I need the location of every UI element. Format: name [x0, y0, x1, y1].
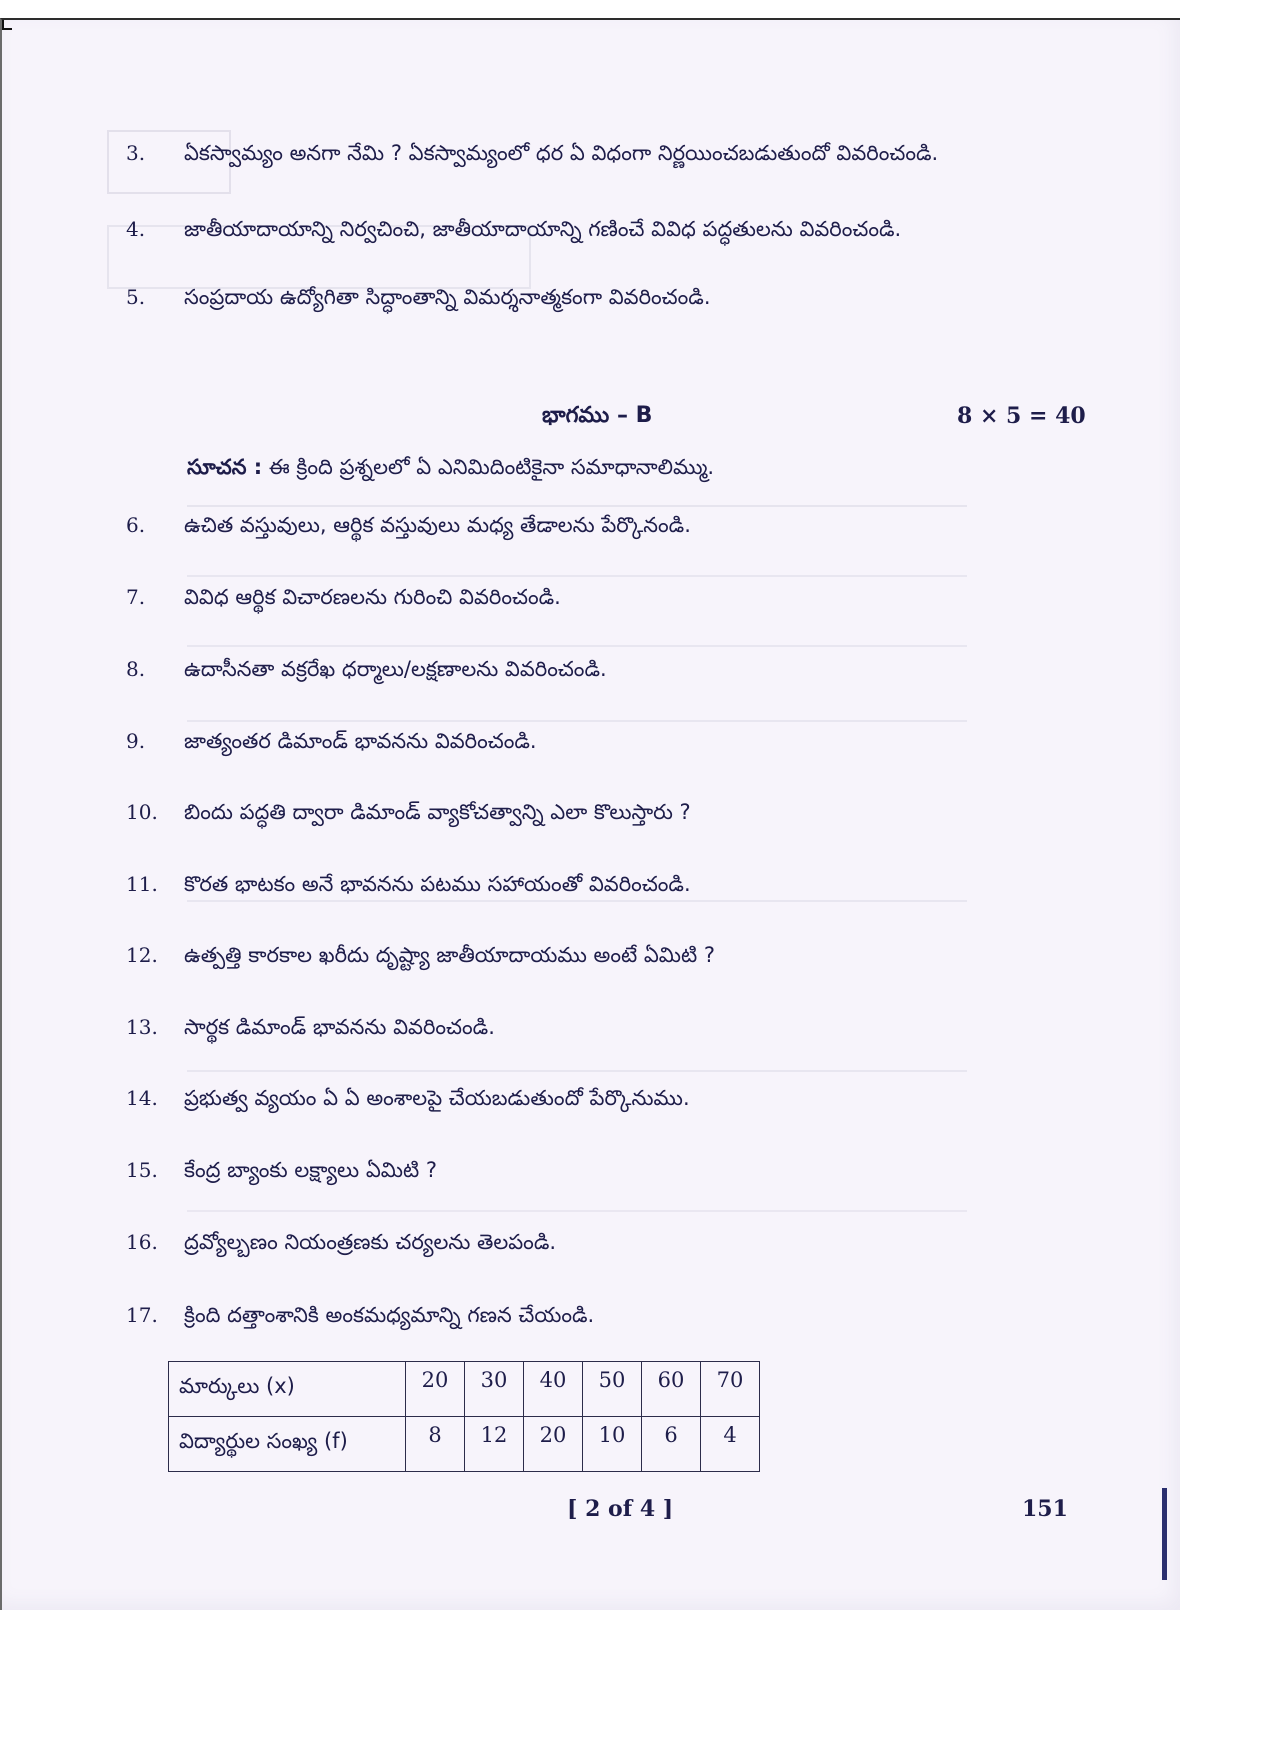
table-row-label: విద్యార్థుల సంఖ్య (f): [169, 1417, 406, 1472]
question-text: బిందు పద్ధతి ద్వారా డిమాండ్ వ్యాకోచత్వాన్ని ఎలా కొలుస్తారు ?: [184, 800, 691, 824]
table-cell: 30: [465, 1362, 524, 1417]
table-cell: 70: [701, 1362, 760, 1417]
question-item: [126, 1227, 1086, 1257]
table-row-label: మార్కులు (x): [169, 1362, 406, 1417]
section-note: [187, 455, 714, 485]
table-cell: 20: [406, 1362, 465, 1417]
data-table: [168, 1361, 760, 1472]
bleed-through-line: [187, 645, 967, 647]
question-item: [126, 510, 1086, 540]
question-text: జాత్యంతర డిమాండ్ భావనను వివరించండి.: [184, 729, 537, 753]
table-row: [169, 1417, 760, 1472]
question-number: 5.: [126, 285, 146, 309]
question-number: 17.: [126, 1303, 158, 1327]
question-item: [126, 282, 1086, 312]
question-text: వివిధ ఆర్థిక విచారణలను గురించి వివరించండి.: [184, 585, 561, 609]
scan-corner-mark: [2, 20, 12, 30]
question-item: [126, 582, 1086, 612]
exam-paper-page: [0, 18, 1180, 1610]
question-number: 10.: [126, 800, 158, 824]
question-number: 4.: [126, 217, 146, 241]
question-number: 12.: [126, 943, 158, 967]
question-number: 16.: [126, 1230, 158, 1254]
question-text: ప్రభుత్వ వ్యయం ఏ ఏ అంశాలపై చేయబడుతుందో పేర్కొనుము.: [184, 1086, 690, 1110]
question-text: ద్రవ్యోల్బణం నియంత్రణకు చర్యలను తెలపండి.: [184, 1230, 557, 1254]
question-number: 15.: [126, 1158, 158, 1182]
question-item: [126, 214, 1086, 244]
question-number: 13.: [126, 1015, 158, 1039]
bleed-through-line: [187, 1070, 967, 1072]
question-text: జాతీయాదాయాన్ని నిర్వచించి, జాతీయాదాయాన్ని గణించే వివిధ పద్ధతులను వివరించండి.: [184, 217, 902, 241]
section-marks: 8 × 5 = 40: [957, 403, 1086, 429]
question-item: [126, 940, 1086, 970]
bleed-through-line: [187, 1210, 967, 1212]
question-item: [126, 797, 1086, 827]
section-title: భాగము – B: [542, 403, 653, 428]
bleed-through-line: [187, 575, 967, 577]
question-number: 3.: [126, 141, 146, 165]
table-cell: 10: [583, 1417, 642, 1472]
question-text: ఏకస్వామ్యం అనగా నేమి ? ఏకస్వామ్యంలో ధర ఏ విధంగా నిర్ణయించబడుతుందో వివరించండి.: [184, 141, 939, 165]
question-item: [126, 654, 1086, 684]
question-item: [126, 1155, 1086, 1185]
question-text: క్రింది దత్తాంశానికి అంకమధ్యమాన్ని గణన చేయండి.: [184, 1303, 595, 1327]
table-cell: 20: [524, 1417, 583, 1472]
table-cell: 4: [701, 1417, 760, 1472]
note-text: ఈ క్రింది ప్రశ్నలలో ఏ ఎనిమిదింటికైనా సమాధానాలిమ్ము.: [268, 455, 715, 479]
question-item: [126, 1083, 1086, 1113]
question-number: 14.: [126, 1086, 158, 1110]
table-cell: 60: [642, 1362, 701, 1417]
question-text: ఉదాసీనతా వక్రరేఖ ధర్మాలు/లక్షణాలను వివరించండి.: [184, 657, 607, 681]
bleed-through-line: [187, 720, 967, 722]
question-text: సార్థక డిమాండ్ భావనను వివరించండి.: [184, 1015, 495, 1039]
table-cell: 8: [406, 1417, 465, 1472]
table-cell: 12: [465, 1417, 524, 1472]
question-number: 8.: [126, 657, 146, 681]
question-item: [126, 869, 1086, 899]
question-item: [126, 138, 1086, 168]
question-number: 6.: [126, 513, 146, 537]
question-number: 9.: [126, 729, 146, 753]
question-item: [126, 1300, 1086, 1330]
table-cell: 50: [583, 1362, 642, 1417]
table-row: [169, 1362, 760, 1417]
paper-code: 151: [1022, 1496, 1068, 1522]
table-cell: 6: [642, 1417, 701, 1472]
bleed-through-line: [187, 900, 967, 902]
margin-bar: [1162, 1488, 1167, 1580]
question-text: ఉత్పత్తి కారకాల ఖరీదు దృష్ట్యా జాతీయాదాయము అంటే ఏమిటి ?: [184, 943, 716, 967]
question-number: 7.: [126, 585, 146, 609]
bleed-through-line: [187, 505, 967, 507]
question-text: కొరత భాటకం అనే భావనను పటము సహాయంతో వివరించండి.: [184, 872, 691, 896]
note-label: సూచన :: [187, 455, 263, 479]
question-text: ఉచిత వస్తువులు, ఆర్థిక వస్తువులు మధ్య తేడాలను పేర్కొనండి.: [184, 513, 691, 537]
question-item: [126, 726, 1086, 756]
question-text: సంప్రదాయ ఉద్యోగితా సిద్ధాంతాన్ని విమర్శనాత్మకంగా వివరించండి.: [184, 285, 711, 309]
question-item: [126, 1012, 1086, 1042]
question-text: కేంద్ర బ్యాంకు లక్ష్యాలు ఏమిటి ?: [184, 1158, 438, 1182]
table-cell: 40: [524, 1362, 583, 1417]
question-number: 11.: [126, 872, 158, 896]
page-indicator: [ 2 of 4 ]: [567, 1496, 674, 1522]
